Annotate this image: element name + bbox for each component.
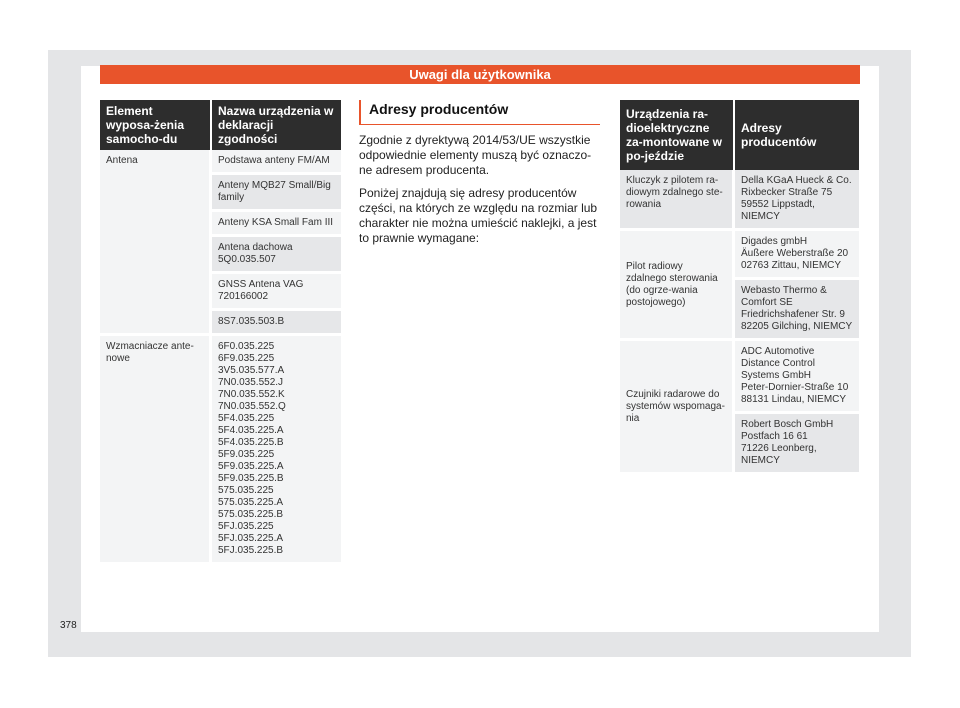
col-header-device: Urządzenia ra-dioelektryczne za-montowane w po-jeździe [620, 100, 735, 170]
row-element-antenna: Antena [100, 150, 212, 336]
device-cell: Czujniki radarowe do systemów wspomaga-nia [620, 341, 735, 475]
col-header-device-name: Nazwa urządzenia w deklaracji zgodności [212, 100, 341, 150]
col-header-addresses: Adresy producentów [735, 100, 859, 170]
table-cell: Podstawa anteny FM/AM [212, 150, 341, 175]
paragraph: Zgodnie z dyrektywą 2014/53/UE wszystkie odpowiednie elementy muszą być oznaczo-ne adresem producenta. [359, 133, 592, 177]
equipment-table [100, 100, 341, 565]
table-cell: Anteny MQB27 Small/Big family [212, 175, 341, 212]
table-cell: Antena dachowa 5Q0.035.507 [212, 237, 341, 274]
address-cell: ADC Automotive Distance Control Systems GmbH Peter-Dornier-Straße 10 88131 Lindau, NIEMCY [735, 341, 859, 414]
col-header-element: Element wyposa-żenia samocho-du [100, 100, 212, 150]
table-cell: GNSS Antena VAG 720166002 [212, 274, 341, 311]
table-cell-amplifier-codes: 6F0.035.225 6F9.035.225 3V5.035.577.A 7N0.035.552.J 7N0.035.552.K 7N0.035.552.Q 5F4.035.225 5F4.035.225.A 5F4.035.225.B 5F9.035.225 5F9.035.225.A 5F9.035.225.B 575.035.225 575.035.225.A 575.035.225.B 5FJ.035.225 5FJ.035.225.A 5FJ.035.225.B [212, 336, 341, 565]
address-cell: Webasto Thermo & Comfort SE Friedrichshafener Str. 9 82205 Gilching, NIEMCY [735, 280, 859, 341]
device-cell: Pilot radiowy zdalnego sterowania (do ogrze-wania postojowego) [620, 231, 735, 341]
table-cell: 8S7.035.503.B [212, 311, 341, 336]
paragraph: Poniżej znajdują się adresy producentów części, na których ze względu na rozmiar lub charakter nie można umieścić naklejki, a jest to prawnie wymagane: [359, 186, 598, 245]
manufacturers-table [620, 100, 859, 475]
row-element-amplifiers: Wzmacniacze ante-nowe [100, 336, 212, 565]
address-cell: Della KGaA Hueck & Co. Rixbecker Straße 75 59552 Lippstadt, NIEMCY [735, 170, 859, 231]
table-cell: Anteny KSA Small Fam III [212, 212, 341, 237]
address-cell: Digades gmbH Äußere Weberstraße 20 02763 Zittau, NIEMCY [735, 231, 859, 280]
page-number: 378 [60, 620, 77, 631]
addresses-section [359, 100, 600, 246]
device-cell: Kluczyk z pilotem ra-diowym zdalnego ste-rowania [620, 170, 735, 231]
section-title: Adresy producentów [359, 100, 600, 125]
address-cell: Robert Bosch GmbH Postfach 16 61 71226 Leonberg, NIEMCY [735, 414, 859, 475]
page-header: Uwagi dla użytkownika [100, 65, 860, 84]
